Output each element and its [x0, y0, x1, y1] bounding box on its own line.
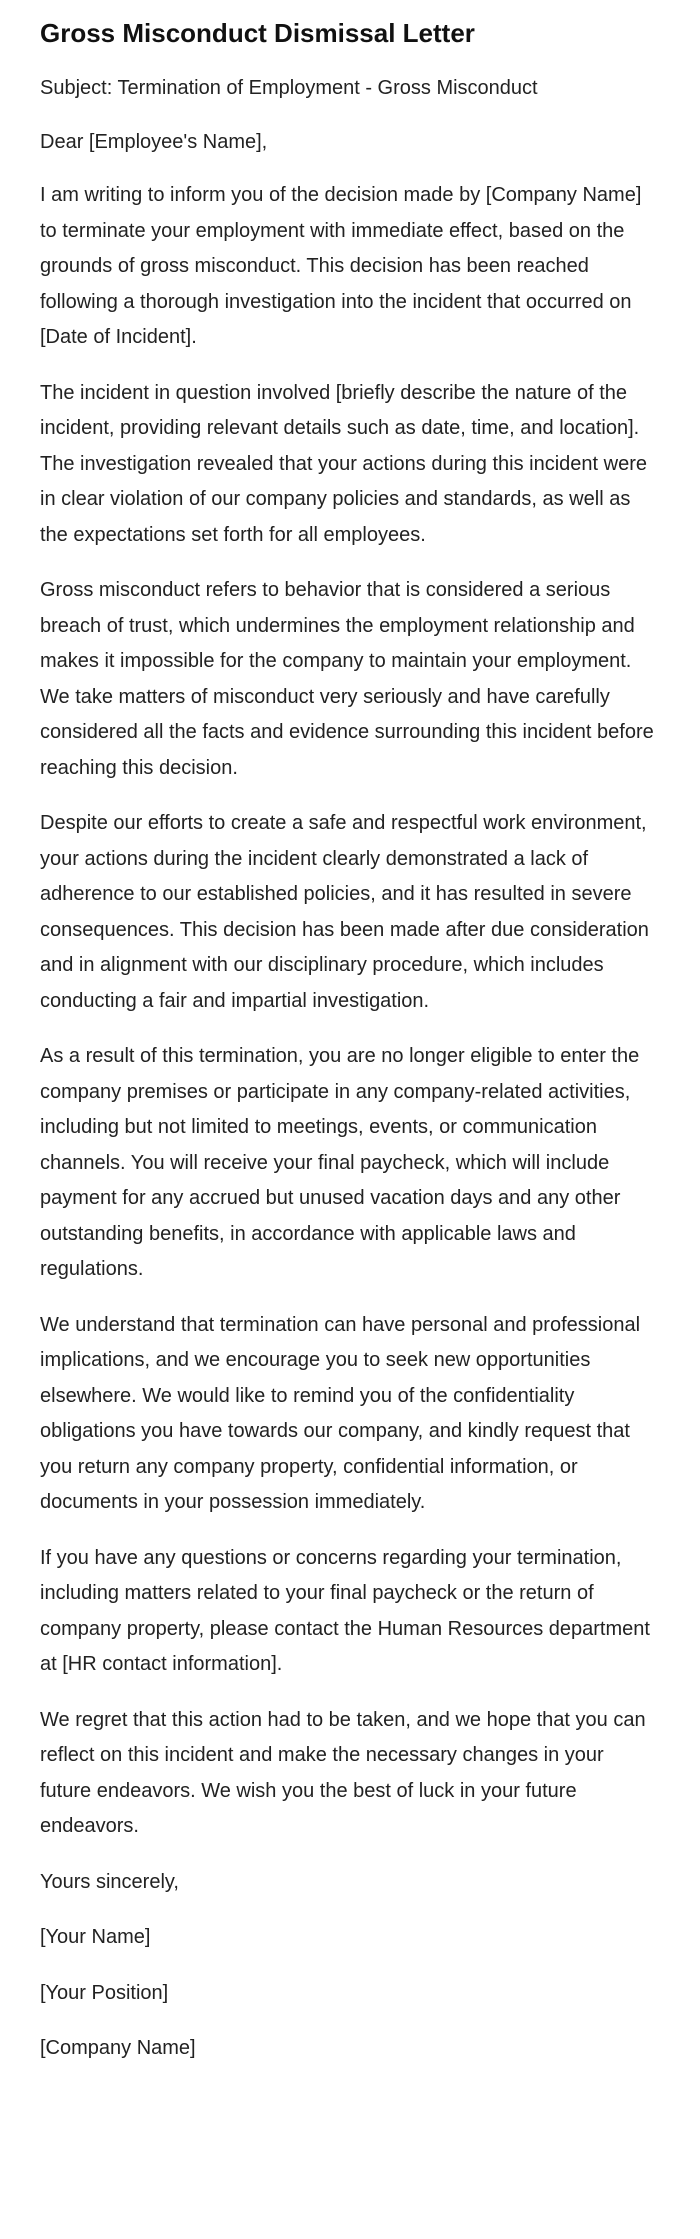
paragraph-contact: If you have any questions or concerns regarding your termination, including matters related to your final paycheck or the return of company property, please contact the Human Resources department at [HR contact information]. [40, 1546, 650, 1676]
letter-title: Gross Misconduct Dismissal Letter [40, 18, 475, 48]
paragraph-decision: I am writing to inform you of the decision made by [Company Name] to terminate your employment with immediate effect, based on the grounds of gross misconduct. This decision has been reached following a thorough investigation into the incident that occurred on [Date of Incident]. [40, 184, 642, 349]
letter-greeting: Dear [Employee's Name], [40, 130, 268, 153]
paragraph-efforts: Despite our efforts to create a safe and respectful work environment, your actions during the incident clearly demonstrated a lack of adherence to our established policies, and it has resulted in severe consequences. This decision has been made after due consideration and in alignment with our disciplinary procedure, which includes conducting a fair and impartial investigation. [40, 812, 649, 1012]
paragraph-consequences: As a result of this termination, you are no longer eligible to enter the company premises or participate in any company-related activities, including but not limited to meetings, events, or communication channels. You will receive your final paycheck, which will include payment for any accrued but unused vacation days and any other outstanding benefits, in accordance with applicable laws and regulations. [40, 1045, 640, 1281]
closing-company: [Company Name] [40, 2037, 196, 2060]
letter-subject: Subject: Termination of Employment - Gross Misconduct [40, 77, 538, 100]
paragraph-definition: Gross misconduct refers to behavior that is considered a serious breach of trust, which undermines the employment relationship and makes it impossible for the company to maintain your employment. We take matters of misconduct very seriously and have carefully considered all the facts and evidence surrounding this incident before reaching this decision. [40, 579, 654, 779]
paragraph-confidentiality: We understand that termination can have personal and professional implications, and we encourage you to seek new opportunities elsewhere. We would like to remind you of the confidentiality obligations you have towards our company, and kindly request that you return any company property, confidential information, or documents in your possession immediately. [40, 1313, 641, 1514]
closing-position: [Your Position] [40, 1981, 169, 2004]
paragraph-regret: We regret that this action had to be taken, and we hope that you can reflect on this incident and make the necessary changes in your future endeavors. We wish you the best of luck in your future endeavors. [40, 1708, 646, 1838]
closing-name: [Your Name] [40, 1926, 151, 1949]
paragraph-incident: The incident in question involved [briefly describe the nature of the incident, providing relevant details such as date, time, and location]. The investigation revealed that your actions during this incident were in clear violation of our company policies and standards, as well as the expectations set forth for all employees. [40, 381, 648, 546]
closing-valediction: Yours sincerely, [40, 1870, 179, 1893]
